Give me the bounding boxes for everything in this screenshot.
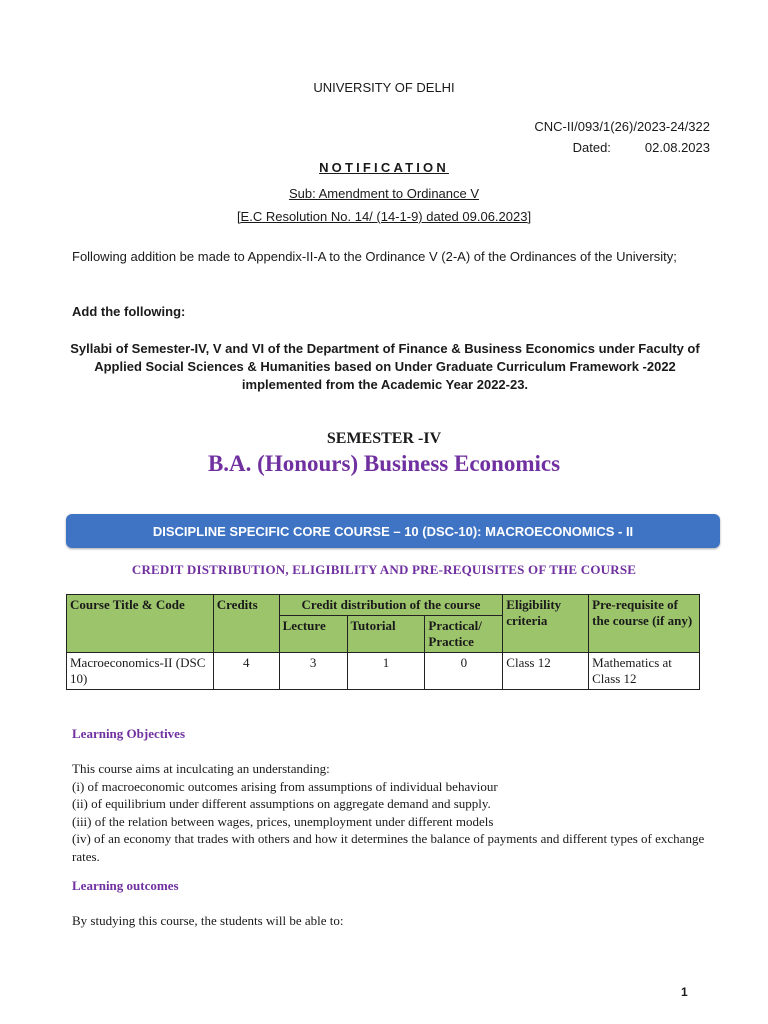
objectives-intro: This course aims at inculcating an understanding:	[72, 761, 330, 776]
learning-outcomes-heading: Learning outcomes	[72, 878, 179, 893]
date-line	[534, 137, 710, 158]
cell-prerequisite: Mathematics at Class 12	[589, 653, 700, 690]
credit-distribution-heading: CREDIT DISTRIBUTION, ELIGIBILITY AND PRE-REQUISITES OF THE COURSE	[131, 562, 637, 577]
reference-block	[534, 116, 710, 158]
cell-tutorial: 1	[347, 653, 425, 690]
cell-course: Macroeconomics-II (DSC 10)	[67, 653, 214, 690]
list-item: (iii) of the relation between wages, prices, unemployment under different models	[72, 813, 494, 829]
header-prerequisite: Pre-requisite of the course (if any)	[589, 595, 700, 653]
dated-value: 02.08.2023	[644, 140, 710, 155]
learning-objectives-heading: Learning Objectives	[72, 726, 186, 741]
header-practical: Practical/ Practice	[425, 616, 503, 653]
page-number: 1	[681, 985, 688, 999]
course-title-text: DISCIPLINE SPECIFIC CORE COURSE – 10 (DSC-10): MACROECONOMICS - II	[152, 523, 634, 539]
cell-lecture: 3	[279, 653, 347, 690]
header-credits: Credits	[213, 595, 279, 653]
course-title-bar	[66, 514, 720, 548]
university-name: UNIVERSITY OF DELHI	[313, 80, 455, 95]
intro-paragraph: Following addition be made to Appendix-II-A to the Ordinance V (2-A) of the Ordinances of the University;	[72, 249, 677, 264]
semester-heading: SEMESTER -IV	[326, 430, 442, 447]
notification-subject: Sub: Amendment to Ordinance V	[288, 186, 480, 201]
header-credit-distribution: Credit distribution of the course	[279, 595, 503, 616]
learning-objectives-list	[72, 760, 712, 865]
add-following-label: Add the following:	[72, 304, 186, 319]
ec-resolution: [E.C Resolution No. 14/ (14-1-9) dated 09.06.2023]	[236, 209, 532, 224]
syllabi-paragraph: Syllabi of Semester-IV, V and VI of the Department of Finance & Business Economics under Faculty of Applied Social Sciences & Humanities based on Under Graduate Curriculum Framework -2022 implemented from the Academic Year 2022-23.	[70, 341, 700, 392]
notification-title: NOTIFICATION	[319, 160, 449, 175]
credit-table	[66, 594, 700, 690]
learning-outcomes-intro: By studying this course, the students will be able to:	[72, 913, 344, 928]
list-item: (ii) of equilibrium under different assumptions on aggregate demand and supply.	[72, 796, 491, 811]
header-course-title: Course Title & Code	[67, 595, 214, 653]
cell-credits: 4	[213, 653, 279, 690]
list-item: (iv) of an economy that trades with others and how it determines the balance of payments and different types of exchange rates.	[72, 831, 705, 864]
header-lecture: Lecture	[279, 616, 347, 653]
cell-practical: 0	[425, 653, 503, 690]
table-row	[67, 653, 700, 690]
reference-number: CNC-II/093/1(26)/2023-24/322	[534, 119, 710, 134]
header-eligibility: Eligibility criteria	[503, 595, 589, 653]
dated-label: Dated:	[572, 140, 611, 155]
programme-title: B.A. (Honours) Business Economics	[207, 451, 561, 476]
header-tutorial: Tutorial	[347, 616, 425, 653]
list-item: (i) of macroeconomic outcomes arising from assumptions of individual behaviour	[72, 778, 498, 794]
cell-eligibility: Class 12	[503, 653, 589, 690]
